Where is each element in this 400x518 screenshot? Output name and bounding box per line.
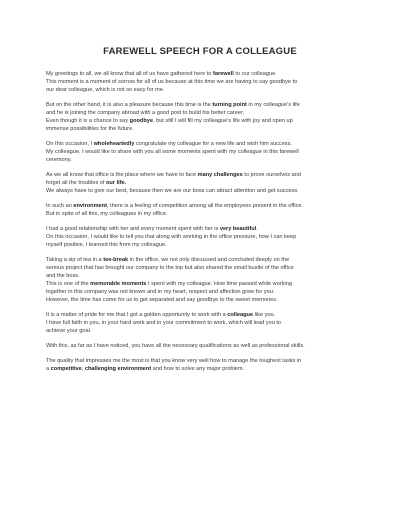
text-line xyxy=(46,281,354,289)
text-line xyxy=(46,211,354,219)
text-run: It is a matter of pride for me that I got a golden opportunity to work with a xyxy=(46,311,228,318)
text-run: a xyxy=(46,365,51,372)
text-line xyxy=(46,203,354,211)
paragraph xyxy=(46,203,354,219)
text-run: congratulate my colleague for a new life and wish him success. xyxy=(134,140,292,147)
paragraph xyxy=(46,226,354,250)
text-run: , but still I will fill my colleague's life with joy and open up xyxy=(152,117,293,124)
text-run: In such an xyxy=(46,202,74,209)
text-run: But on the other hand, it is also a pleasure because this time is the xyxy=(46,102,213,109)
text-line xyxy=(46,265,354,273)
text-run: to our colleague. xyxy=(233,71,277,77)
text-line xyxy=(46,234,354,242)
text-line xyxy=(46,188,354,196)
bold-text: challenging environment xyxy=(84,365,152,372)
bold-text: very beautiful xyxy=(219,226,257,233)
text-line xyxy=(46,126,354,134)
text-run: to prove ourselves and xyxy=(242,171,301,178)
text-run: myself positive, I learned this from my colleague. xyxy=(46,241,167,248)
text-run: in the office, we not only discussed and concluded deeply on the xyxy=(128,257,290,264)
text-line xyxy=(46,118,354,126)
bold-text: farewell xyxy=(212,71,234,77)
text-run: As we all know that office is the place where we have to face xyxy=(46,171,198,178)
text-run: immense possibilities for the future. xyxy=(46,125,134,132)
text-line xyxy=(46,157,354,165)
text-run: achieve your goal. xyxy=(46,327,92,334)
text-run: Taking a sip of tea in a xyxy=(46,257,104,264)
text-line xyxy=(46,226,354,234)
text-run: in my colleague's life xyxy=(246,102,300,109)
text-run: , xyxy=(81,365,85,372)
text-line xyxy=(46,110,354,118)
bold-text: memorable moments xyxy=(90,280,147,287)
bold-text: colleague xyxy=(227,311,254,318)
text-run: I spent with my colleague. How time passed while working xyxy=(146,280,292,287)
text-run: ceremony. xyxy=(46,156,72,163)
text-run: , there is a feeling of competition among all the employees present in the office. xyxy=(106,202,304,209)
bold-text: turning point xyxy=(212,102,247,109)
document-body xyxy=(46,71,354,374)
text-run: We always have to give our best, because then we are our boss can attract attention and get success. xyxy=(46,187,299,194)
bold-text: many challenges xyxy=(197,171,243,178)
document-title: FAREWELL SPEECH FOR A COLLEAGUE xyxy=(103,46,297,57)
paragraph xyxy=(46,343,354,351)
text-run: serious project that has brought our company to the top but also shared the small bustle of the office xyxy=(46,265,294,271)
text-line xyxy=(46,366,354,374)
text-line xyxy=(46,180,354,188)
text-run: forget all the troubles of xyxy=(46,179,107,186)
paragraph xyxy=(46,257,354,304)
text-run: The quality that impresses me the most is that you know very well how to manage the toughest tasks in xyxy=(46,358,302,365)
bold-text: tee-break xyxy=(103,257,129,264)
text-run: . xyxy=(256,226,258,233)
text-run: and how to solve any major problem. xyxy=(151,365,245,372)
text-run: This moment is a moment of sorrow for all of us because at this time we are having to say goodbye to xyxy=(46,78,298,85)
text-run: However, the time has come for us to get separated and say goodbye to the sweet memories. xyxy=(46,296,278,303)
text-run: I had a good relationship with her and every moment spent with her is xyxy=(46,226,220,233)
text-line xyxy=(46,358,354,366)
text-line xyxy=(46,71,354,79)
text-line xyxy=(46,343,354,351)
text-run: With this, as far as I have noticed, you have all the necessary qualifications as well as professional skills. xyxy=(46,342,305,349)
paragraph xyxy=(46,358,354,374)
text-run: I have full faith in you, in your hard work and in your commitment to work, which will lead you to xyxy=(46,319,282,326)
text-line xyxy=(46,312,354,320)
text-run: This is one of the xyxy=(46,280,91,287)
text-line xyxy=(46,289,354,297)
text-line xyxy=(46,172,354,180)
text-run: and he is joining the company abroad with a good post to build his better career. xyxy=(46,109,245,116)
text-line xyxy=(46,149,354,157)
paragraph xyxy=(46,102,354,134)
text-line xyxy=(46,320,354,328)
paragraph xyxy=(46,141,354,165)
text-line xyxy=(46,273,354,281)
text-line xyxy=(46,328,354,336)
bold-text: goodbye xyxy=(129,117,153,124)
text-line xyxy=(46,242,354,250)
text-run: But in spite of all this, my colleagues in my office. xyxy=(46,210,168,217)
bold-text: competitive xyxy=(50,365,82,372)
text-run: On this occasion, I would like to tell you that along with working in the office pressure, how I can keep xyxy=(46,233,297,240)
text-line xyxy=(46,87,354,95)
paragraph xyxy=(46,172,354,196)
text-line xyxy=(46,257,354,265)
text-run: together in this company was not known and in my heart, respect and affection grew for you. xyxy=(46,288,275,295)
paragraph xyxy=(46,312,354,336)
text-run: On this occasion, I xyxy=(46,140,94,147)
text-line xyxy=(46,141,354,149)
text-line xyxy=(46,79,354,87)
bold-text: wholeheartedly xyxy=(93,140,135,147)
bold-text: our life. xyxy=(106,179,127,186)
text-run: and the boss. xyxy=(46,272,80,279)
paragraph xyxy=(46,71,354,95)
text-run: My greetings to all, we all know that all of us have gathered here to xyxy=(46,71,213,77)
bold-text: environment xyxy=(73,202,107,209)
text-run: our dear colleague, which is not so easy for me. xyxy=(46,86,165,93)
text-line xyxy=(46,297,354,305)
text-line xyxy=(46,102,354,110)
text-run: like you. xyxy=(253,311,276,318)
text-run: My colleague, I would like to share with you all some moments spent with my colleague in this farewell xyxy=(46,148,299,155)
text-run: Even though it is a chance to say xyxy=(46,117,130,124)
